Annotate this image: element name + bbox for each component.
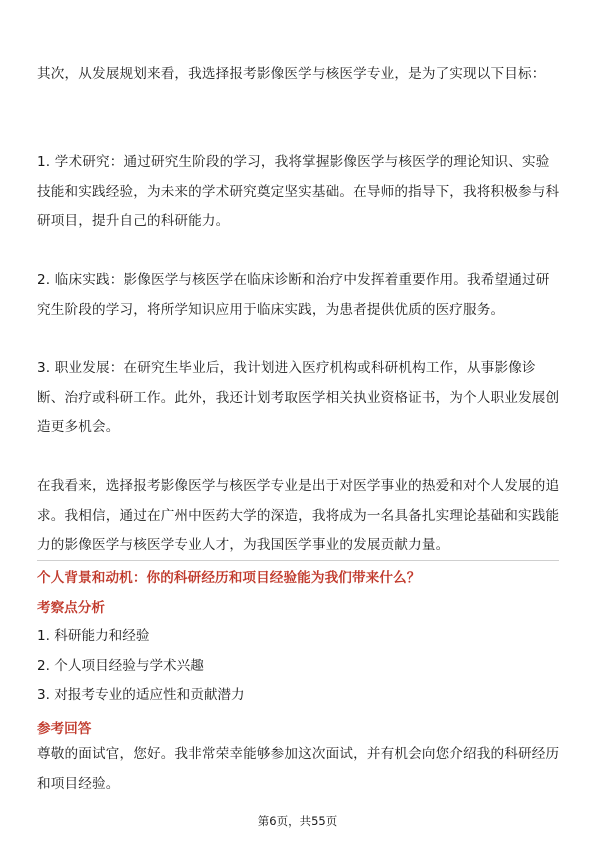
paragraph-intro: 其次，从发展规划来看，我选择报考影像医学与核医学专业，是为了实现以下目标： [37, 66, 546, 82]
paragraph-career-development: 3. 职业发展：在研究生毕业后，我计划进入医疗机构或科研机构工作，从事影像诊断、治疗或科研工作。此外，我还计划考取医学相关执业资格证书，为个人职业发展创造更多机会。 [37, 360, 560, 435]
list-item: 1. 科研能力和经验 [37, 628, 150, 644]
answer-heading: 参考回答 [37, 721, 92, 737]
analysis-heading: 考察点分析 [37, 600, 105, 616]
paragraph-conclusion: 在我看来，选择报考影像医学与核医学专业是出于对医学事业的热爱和对个人发展的追求。我相信，通过在广州中医药大学的深造，我将成为一名具备扎实理论基础和实践能力的影像医学与核医学专业人才，为我国医学事业的发展贡献力量。 [37, 478, 560, 553]
list-item: 2. 个人项目经验与学术兴趣 [37, 657, 204, 674]
analysis-list [37, 622, 563, 711]
paragraph-academic-research: 1. 学术研究：通过研究生阶段的学习，我将掌握影像医学与核医学的理论知识、实验技能和实践经验，为未来的学术研究奠定坚实基础。在导师的指导下，我将积极参与科研项目，提升自己的科研能力。 [37, 154, 560, 229]
section-divider [37, 560, 559, 561]
answer-text: 尊敬的面试官，您好。我非常荣幸能够参加这次面试，并有机会向您介绍我的科研经历和项目经验。 [37, 746, 560, 792]
paragraph-clinical-practice: 2. 临床实践：影像医学与核医学在临床诊断和治疗中发挥着重要作用。我希望通过研究生阶段的学习，将所学知识应用于临床实践，为患者提供优质的医疗服务。 [37, 272, 550, 318]
page-number: 第6页，共55页 [257, 814, 338, 828]
list-item: 3. 对报考专业的适应性和贡献潜力 [37, 687, 245, 703]
interview-question: 个人背景和动机：你的科研经历和项目经验能为我们带来什么？ [37, 570, 421, 586]
